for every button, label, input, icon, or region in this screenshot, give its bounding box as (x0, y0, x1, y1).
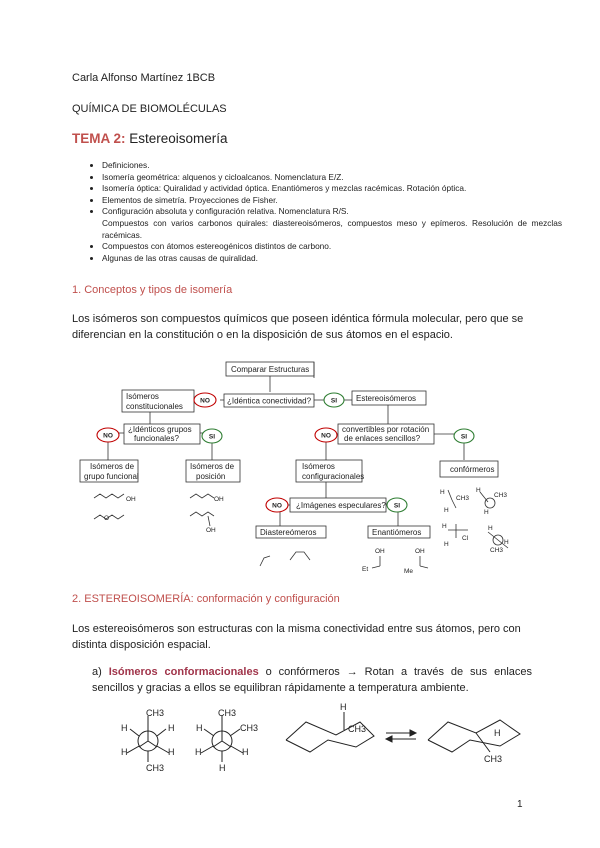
functional-question: ¿Idénticos grupos (128, 425, 192, 434)
connectivity-question: ¿Idéntica conectividad? (227, 396, 312, 406)
ch3-label: CH3 (490, 547, 504, 554)
h-label: H (121, 747, 128, 757)
o-label: O (104, 515, 110, 522)
section-2-paragraph: Los estereoisómeros son estructuras con la misma conectividad entre sus átomos, pero con distinta disposición espacial. (72, 623, 521, 651)
cyclohexane-chair-equatorial (428, 720, 520, 752)
si-label: SI (460, 433, 468, 441)
mirror-question: ¿Imágenes especulares? (296, 501, 386, 510)
functional-group-label: grupo funcional (84, 472, 139, 481)
author-line: Carla Alfonso Martínez 1BCB (72, 72, 216, 84)
section-1-heading: 1. Conceptos y tipos de isomería (72, 284, 233, 296)
bullet-item: • Definiciones. (102, 160, 562, 172)
course-title: QUÍMICA DE BIOMOLÉCULAS (72, 103, 227, 115)
ch3-label: CH3 (494, 492, 508, 499)
ch3-label: CH3 (146, 708, 165, 718)
h-label: H (488, 525, 493, 532)
h-label: H (242, 747, 249, 757)
position-label: Isómeros de (190, 462, 235, 471)
item-text: o confórmeros → Rotan a través de sus enlaces sencillos y gracias a ellos se equilibran rápidamente a temperatura ambiente. (92, 666, 533, 694)
newman-projection-gauche (201, 716, 243, 762)
si-label: SI (330, 397, 338, 405)
ch3-label: CH3 (484, 754, 503, 764)
h-label: H (442, 523, 447, 530)
bullet-item: • Algunas de las otras causas de quiralidad. (102, 253, 562, 265)
constitutional-label: Isómeros (126, 392, 159, 401)
h-label: H (121, 723, 128, 733)
oh-label: OH (214, 496, 224, 503)
bullet-item: Compuestos con varios carbonos quirales: diastereoisómeros, compuestos meso y epímeros. Resolución de mezclas racémicas. (102, 217, 562, 240)
h-label: H (196, 723, 203, 733)
h-label: H (195, 747, 202, 757)
h-label: H (219, 763, 226, 773)
conformation-figures (0, 700, 600, 780)
et-label: Et (362, 566, 369, 573)
topic-title: Estereoisomería (129, 131, 228, 146)
page-number: 1 (517, 799, 523, 810)
bullet-item: • Configuración absoluta y configuración relativa. Nomenclatura R/S. (102, 206, 562, 218)
bullet-item: • Isomería geométrica: alquenos y cicloalcanos. Nomenclatura E/Z. (102, 172, 562, 184)
h-label: H (340, 702, 347, 712)
no-label: NO (321, 432, 331, 440)
configurational-label: Isómeros (302, 462, 335, 471)
diastereomers-label: Diastereómeros (260, 528, 317, 537)
ch3-label: CH3 (240, 723, 259, 733)
functional-group-label: Isómeros de (90, 462, 135, 471)
enantiomers-label: Enantiómeros (372, 528, 422, 537)
root-label: Comparar Estructuras (231, 365, 310, 374)
bullet-item: • Compuestos con átomos estereogénicos distintos de carbono. (102, 241, 562, 253)
position-label: posición (196, 472, 226, 481)
no-label: NO (103, 432, 113, 440)
h-label: H (494, 728, 501, 738)
item-bold-term: Isómeros conformacionales (108, 666, 259, 678)
oh-label: OH (206, 527, 216, 534)
oh-label: OH (375, 548, 385, 555)
stereo-label: Estereoisómeros (356, 394, 417, 403)
topic-bullet-list (72, 160, 562, 264)
no-label: NO (200, 397, 210, 405)
topic-heading (72, 131, 228, 146)
si-label: SI (393, 502, 401, 510)
h-label: H (484, 509, 489, 516)
h-label: H (444, 507, 449, 514)
h-label: H (440, 489, 445, 496)
equilibrium-arrows (386, 730, 416, 742)
ch3-label: CH3 (456, 495, 470, 502)
si-label: SI (208, 433, 216, 441)
h-label: H (444, 541, 449, 548)
configurational-label: configuracionales (302, 472, 365, 481)
rotation-question: convertibles por rotación (342, 425, 430, 434)
conformational-item (92, 665, 532, 696)
isomer-classification-diagram (0, 355, 600, 585)
ch3-label: CH3 (218, 708, 237, 718)
section-1-paragraph: Los isómeros son compuestos químicos que poseen idéntica fórmula molecular, pero que se diferencian en la constitución o en la disposición de sus átomos en el espacio. (72, 313, 524, 341)
item-marker: a) (92, 666, 102, 678)
section-2-heading: 2. ESTEREOISOMERÍA: conformación y configuración (72, 593, 340, 605)
me-label: Me (404, 568, 414, 575)
cl-label: Cl (462, 535, 469, 542)
no-label: NO (272, 502, 282, 510)
h-label: H (476, 487, 481, 494)
ch3-label: CH3 (348, 724, 367, 734)
conformers-label: confórmeros (450, 465, 495, 474)
bullet-item: • Isomería óptica: Quiralidad y actividad óptica. Enantiómeros y mezclas racémicas. Rotación óptica. (102, 183, 562, 195)
newman-projection-staggered (127, 716, 169, 762)
oh-label: OH (126, 496, 136, 503)
rotation-question: de enlaces sencillos? (344, 434, 421, 443)
h-label: H (168, 723, 175, 733)
oh-label: OH (415, 548, 425, 555)
h-label: H (504, 539, 509, 546)
ch3-label: CH3 (146, 763, 165, 773)
functional-question: funcionales? (134, 434, 179, 443)
topic-label: TEMA 2: (72, 131, 126, 146)
h-label: H (168, 747, 175, 757)
bullet-item: • Elementos de simetría. Proyecciones de Fisher. (102, 195, 562, 207)
constitutional-label: constitucionales (126, 402, 183, 411)
